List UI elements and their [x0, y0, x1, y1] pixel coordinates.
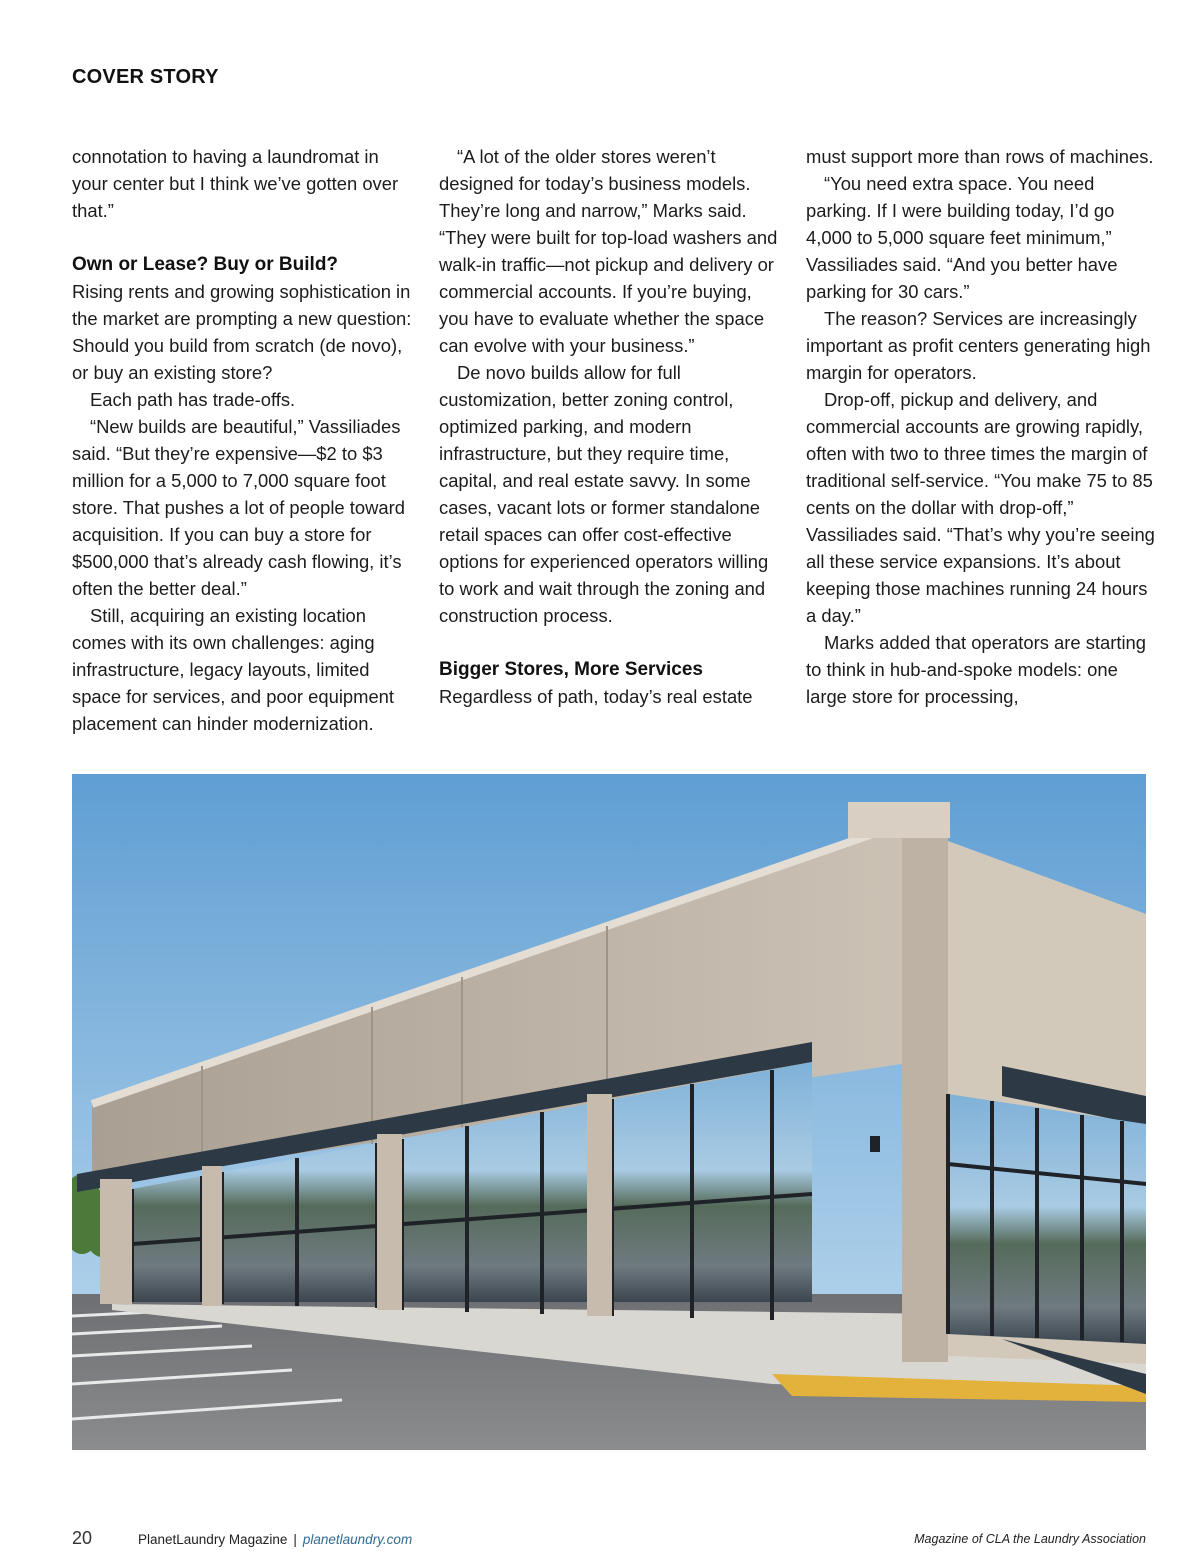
separator: |: [293, 1532, 297, 1547]
wall-lamp: [870, 1136, 880, 1152]
section-label: COVER STORY: [72, 66, 219, 88]
paragraph: De novo builds allow for full customization, better zoning control, optimized parking, and modern infrastructure, but they require time, capital, and real estate savvy. In some cases, vacant lots or former standalone retail spaces can offer cost-effective options for experienced operators willing to work and wait through the zoning and construction process.: [439, 362, 769, 626]
page-number: 20: [72, 1528, 93, 1548]
pilaster-cap: [848, 802, 950, 838]
paragraph: The reason? Services are increasingly important as profit centers generating high margin for operators.: [806, 308, 1151, 383]
storefront-photo: [72, 774, 1146, 1450]
storefront-glass-right: [948, 1094, 1146, 1344]
page-footer: [72, 1528, 1146, 1558]
paragraph: Regardless of path, today’s real estate: [439, 686, 753, 707]
subheading: Bigger Stores, More Services: [439, 659, 703, 680]
magazine-credit: [138, 1532, 412, 1547]
paragraph: Rising rents and growing sophistication in the market are prompting a new question: Should you build from scratch (de novo), or buy an existing store?: [72, 281, 412, 383]
paragraph: Drop-off, pickup and delivery, and commercial accounts are growing rapidly, often with two to three times the margin of traditional self-service. “You make 75 to 85 cents on the dollar with drop-off,” Vassiliades said. “That’s why you’re seeing all these service expansions. It’s about keeping those machines running 24 hours a day.”: [806, 389, 1155, 626]
association-tagline: Magazine of CLA the Laundry Association: [914, 1532, 1146, 1546]
article-column-1: [72, 143, 417, 737]
paragraph: connotation to having a laundromat in your center but I think we’ve gotten over that.”: [72, 146, 399, 221]
corner-pilaster: [902, 814, 948, 1362]
paragraph: Marks added that operators are starting to think in hub-and-spoke models: one large store for processing,: [806, 632, 1147, 707]
paragraph: “New builds are beautiful,” Vassiliades said. “But they’re expensive—$2 to $3 million for a 5,000 to 7,000 square foot store. That pushes a lot of people toward acquisition. If you can buy a store for $500,000 that’s already cash flowing, it’s often the better deal.”: [72, 416, 405, 599]
article-column-3: [806, 143, 1156, 710]
magazine-name: PlanetLaundry Magazine: [138, 1532, 288, 1547]
paragraph: “A lot of the older stores weren’t designed for today’s business models. They’re long and narrow,” Marks said. “They were built for top-load washers and walk-in traffic—not pickup and delivery or commercial accounts. If you’re buying, you have to evaluate whether the space can evolve with your business.”: [439, 146, 778, 356]
magazine-url[interactable]: planetlaundry.com: [302, 1532, 413, 1547]
paragraph: must support more than rows of machines.: [806, 146, 1154, 167]
paragraph: “You need extra space. You need parking. If I were building today, I’d go 4,000 to 5,000 square feet minimum,” Vassiliades said. “And you better have parking for 30 cars.”: [806, 173, 1118, 302]
article-column-2: [439, 143, 784, 710]
paragraph: Still, acquiring an existing location comes with its own challenges: aging infrastructure, legacy layouts, limited space for services, and poor equipment placement can hinder modernization.: [72, 605, 395, 734]
subheading: Own or Lease? Buy or Build?: [72, 254, 339, 275]
paragraph: Each path has trade-offs.: [90, 389, 296, 410]
